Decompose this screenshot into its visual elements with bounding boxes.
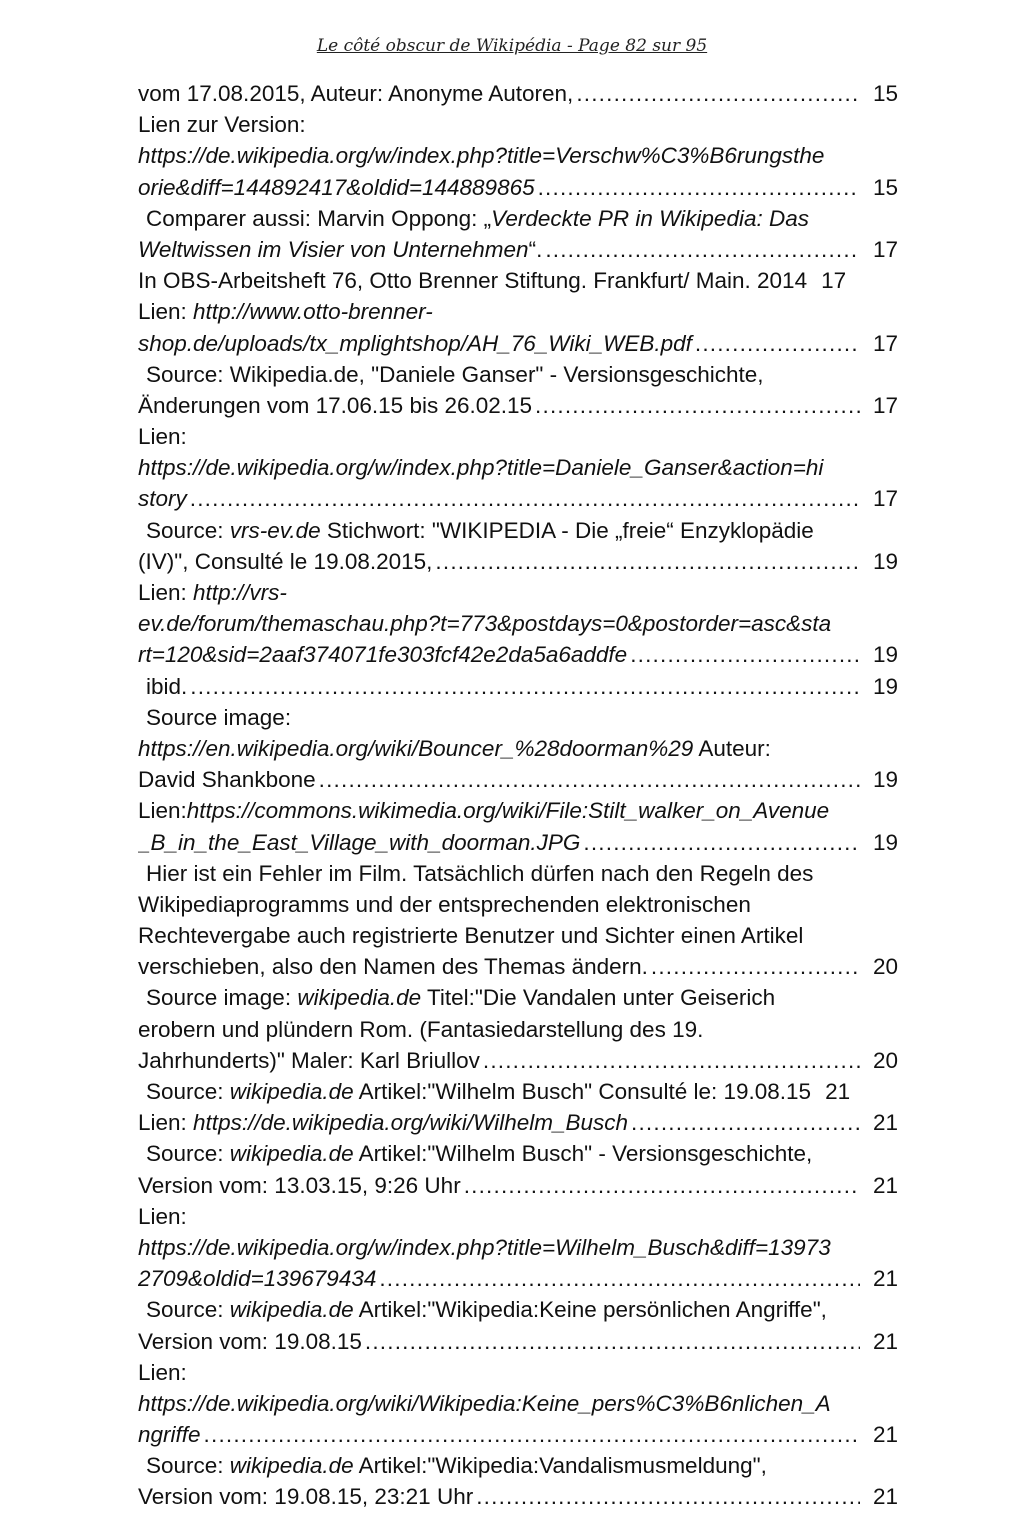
page-number: 15 <box>872 81 898 106</box>
link-text: wikipedia.de <box>229 1297 354 1323</box>
toc-line <box>138 1014 898 1045</box>
toc-line <box>138 172 898 203</box>
toc-entry-text <box>138 359 764 390</box>
link-text: wikipedia.de <box>229 1141 354 1167</box>
dot-leader <box>583 827 860 858</box>
dot-leader <box>435 546 860 577</box>
link-text: https://de.wikipedia.org/w/index.php?title=Wilhelm_Busch&diff=13973 <box>138 1234 831 1260</box>
dot-leader <box>630 639 860 670</box>
toc-line <box>138 359 898 390</box>
page-number: 17 <box>872 330 898 356</box>
link-text: ev.de/forum/themaschau.php?t=773&postdays=0&postorder=asc&sta <box>138 611 832 637</box>
page-number: 21 <box>872 1422 898 1448</box>
dot-leader <box>631 1107 860 1138</box>
toc-line <box>138 296 898 327</box>
toc-entry-text <box>138 858 813 889</box>
toc-entry-text <box>138 296 433 327</box>
page-number: 21 <box>872 1328 898 1354</box>
toc-entry-text <box>138 328 692 359</box>
entry-text: Lien: <box>138 299 194 325</box>
toc-entry-text <box>138 1170 461 1201</box>
entry-text: “. <box>528 236 543 262</box>
toc-line <box>138 546 898 577</box>
entry-text: Lien: <box>138 1203 187 1229</box>
toc-entry-text <box>138 1138 812 1169</box>
link-text: https://en.wikipedia.org/wiki/Bouncer_%28doorman%29 <box>138 735 694 761</box>
link-text: http://vrs- <box>193 580 287 605</box>
toc-entry-text <box>138 1232 831 1263</box>
toc-entry-text <box>138 795 829 826</box>
toc-line <box>138 1294 898 1325</box>
entry-text: Source: <box>146 1141 230 1167</box>
link-text: Weltwissen im Visier von Unternehmen <box>138 236 529 262</box>
page-number: 17 <box>872 392 898 418</box>
table-of-figures <box>138 78 898 1513</box>
toc-entry-text <box>138 1294 827 1325</box>
page-number: 19 <box>872 642 898 668</box>
entry-text: Wikipediaprogramms und der entsprechenden elektronischen <box>138 891 751 917</box>
toc-entry-text <box>138 234 542 265</box>
toc-line <box>138 515 898 546</box>
dot-leader <box>535 390 860 421</box>
entry-text: Artikel:"Wikipedia:Keine persönlichen Angriffe", <box>353 1297 827 1323</box>
toc-entry-text <box>138 671 187 702</box>
dot-leader <box>576 78 860 109</box>
toc-entry-text <box>138 1263 376 1294</box>
dot-leader <box>545 234 860 265</box>
link-text: story <box>138 486 187 512</box>
toc-entry-text <box>138 203 809 234</box>
toc-entry-text <box>138 1481 473 1512</box>
entry-text: Version vom: 13.03.15, 9:26 Uhr <box>138 1172 461 1198</box>
toc-line <box>138 452 898 483</box>
dot-leader <box>190 671 860 702</box>
toc-entry-text <box>138 515 814 546</box>
page-number: 21 <box>872 1266 898 1292</box>
entry-text: Source: <box>146 1079 230 1104</box>
toc-line <box>138 203 898 234</box>
toc-line <box>138 608 898 639</box>
link-text: ngriffe <box>138 1422 201 1448</box>
toc-line <box>138 795 898 826</box>
toc-entry-text <box>138 1201 187 1232</box>
toc-entry-text <box>138 452 823 483</box>
toc-line <box>138 764 898 795</box>
toc-line <box>138 702 898 733</box>
toc-entry-text <box>138 1357 187 1388</box>
link-text: wikipedia.de <box>229 1079 354 1104</box>
toc-line <box>138 577 898 608</box>
toc-line <box>138 1419 898 1450</box>
entry-text: erobern und plündern Rom. (Fantasiedarstellung des 19. <box>138 1016 704 1042</box>
entry-text: Lien: <box>138 580 194 605</box>
toc-entry-text <box>138 140 824 171</box>
entry-text: Source image: <box>146 985 298 1011</box>
toc-line <box>138 889 898 920</box>
toc-entry-text <box>138 1107 628 1138</box>
dot-leader <box>365 1326 860 1357</box>
toc-line <box>138 858 898 889</box>
page-number: 21 <box>872 1172 898 1198</box>
entry-text: Comparer aussi: Marvin Oppong: „ <box>146 205 492 231</box>
toc-entry-text <box>138 889 751 920</box>
toc-entry-text <box>138 1326 362 1357</box>
entry-text: Artikel:"Wilhelm Busch" - Versionsgeschichte, <box>353 1141 813 1167</box>
toc-line <box>138 982 898 1013</box>
toc-line <box>138 328 898 359</box>
link-text: rt=120&sid=2aaf374071fe303fcf42e2da5a6addfe <box>138 642 628 668</box>
toc-entry-text <box>138 546 432 577</box>
entry-text: Source image: <box>146 704 292 730</box>
page-number: 19 <box>872 548 898 574</box>
page-number: 21 <box>872 1484 898 1510</box>
toc-line <box>138 1326 898 1357</box>
toc-line <box>138 1138 898 1169</box>
toc-entry-text <box>138 78 573 109</box>
toc-line <box>138 1263 898 1294</box>
toc-entry-text <box>138 390 532 421</box>
entry-text: Version vom: 19.08.15 <box>138 1328 362 1354</box>
entry-text: Lien: <box>138 424 187 450</box>
toc-entry-text <box>138 920 803 951</box>
page-number: 20 <box>872 954 898 980</box>
page-number: 19 <box>872 829 898 855</box>
link-text: https://commons.wikimedia.org/wiki/File:Stilt_walker_on_Avenue <box>186 798 830 824</box>
toc-line <box>138 951 898 982</box>
toc-line <box>138 1045 898 1076</box>
toc-entry-text <box>138 421 187 452</box>
toc-line <box>138 1357 898 1388</box>
page-number: 20 <box>872 1047 898 1073</box>
dot-leader <box>204 1419 860 1450</box>
toc-line <box>138 1481 898 1512</box>
link-text: orie&diff=144892417&oldid=144889865 <box>138 174 535 200</box>
entry-text: Version vom: 19.08.15, 23:21 Uhr <box>138 1484 474 1510</box>
dot-leader <box>319 764 860 795</box>
page-number: 19 <box>872 767 898 793</box>
page-number: 19 <box>872 673 898 699</box>
link-text: https://de.wikipedia.org/w/index.php?title=Daniele_Ganser&action=hi <box>138 455 824 481</box>
toc-entry-text <box>138 172 535 203</box>
toc-entry-text <box>138 951 648 982</box>
entry-text: In OBS-Arbeitsheft 76, Otto Brenner Stiftung. Frankfurt/ Main. 2014 <box>138 268 808 294</box>
header-title: Le côté obscur de Wikipédia - Page 82 sur 95 <box>316 36 708 56</box>
toc-entry-text <box>138 1388 831 1419</box>
toc-line <box>138 1170 898 1201</box>
entry-text: Lien: <box>138 1359 187 1385</box>
toc-entry-text <box>138 764 316 795</box>
toc-entry-text <box>138 109 306 140</box>
toc-line <box>138 234 898 265</box>
link-text: _B_in_the_East_Village_with_doorman.JPG <box>138 829 581 855</box>
toc-line <box>138 827 898 858</box>
entry-text: Jahrhunderts)" Maler: Karl Briullov <box>138 1047 480 1073</box>
toc-entry-text <box>138 608 831 639</box>
link-text: Verdeckte PR in Wikipedia: Das <box>491 205 809 231</box>
toc-line <box>138 1201 898 1232</box>
toc-entry-text <box>138 1450 767 1481</box>
link-text: https://de.wikipedia.org/w/index.php?title=Verschw%C3%B6rungsthe <box>138 143 825 169</box>
page-number: 21 <box>825 1079 851 1104</box>
toc-entry-text <box>138 733 771 764</box>
toc-entry-text <box>138 1419 201 1450</box>
toc-entry-text <box>138 265 807 296</box>
entry-text: vom 17.08.2015, Auteur: Anonyme Autoren, <box>138 81 574 106</box>
link-text: wikipedia.de <box>229 1453 354 1479</box>
entry-text: Source: <box>146 517 230 543</box>
page-number: 21 <box>872 1110 898 1136</box>
dot-leader <box>483 1045 860 1076</box>
link-text: shop.de/uploads/tx_mplightshop/AH_76_Wiki_WEB.pdf <box>138 330 692 356</box>
entry-text: Source: <box>146 1297 230 1323</box>
page-number: 15 <box>872 174 898 200</box>
toc-line <box>138 1388 898 1419</box>
toc-line <box>138 421 898 452</box>
link-text: https://de.wikipedia.org/wiki/Wilhelm_Busch <box>193 1110 629 1136</box>
toc-line <box>138 109 898 140</box>
entry-text: Rechtevergabe auch registrierte Benutzer und Sichter einen Artikel <box>138 923 804 949</box>
entry-text: ibid. <box>146 673 188 699</box>
entry-text: Lien: <box>138 798 187 824</box>
toc-line <box>138 1232 898 1263</box>
toc-line <box>138 140 898 171</box>
entry-text: (IV)", Consulté le 19.08.2015, <box>138 548 433 574</box>
link-text: vrs-ev.de <box>229 517 321 543</box>
toc-line <box>138 733 898 764</box>
toc-line <box>138 639 898 670</box>
page-number: 17 <box>872 236 898 262</box>
entry-text: Titel:"Die Vandalen unter Geiserich <box>421 985 776 1011</box>
toc-entry-text <box>138 1076 811 1107</box>
toc-line <box>138 483 898 514</box>
entry-text: Lien: <box>138 1110 194 1136</box>
toc-line <box>138 390 898 421</box>
toc-line <box>138 920 898 951</box>
link-text: wikipedia.de <box>297 985 422 1011</box>
toc-line <box>138 1450 898 1481</box>
entry-text: Source: Wikipedia.de, "Daniele Ganser" - Versionsgeschichte, <box>146 361 764 387</box>
link-text: https://de.wikipedia.org/wiki/Wikipedia:Keine_pers%C3%B6nlichen_A <box>138 1390 831 1416</box>
entry-text: Stichwort: "WIKIPEDIA - Die „freie“ Enzyklopädie <box>320 517 814 543</box>
link-text: http://www.otto-brenner- <box>193 299 433 325</box>
entry-text: Source: <box>146 1453 230 1479</box>
entry-text: Artikel:"Wikipedia:Vandalismusmeldung", <box>353 1453 767 1479</box>
toc-line <box>138 1107 898 1138</box>
toc-line <box>138 78 898 109</box>
toc-line <box>138 671 898 702</box>
entry-text: Auteur: <box>693 735 771 761</box>
page-header <box>0 36 1024 56</box>
dot-leader <box>379 1263 860 1294</box>
toc-entry-text <box>138 982 775 1013</box>
toc-entry-text <box>138 639 627 670</box>
dot-leader <box>651 951 860 982</box>
toc-line <box>138 1076 898 1107</box>
entry-text: Hier ist ein Fehler im Film. Tatsächlich dürfen nach den Regeln des <box>146 860 814 886</box>
dot-leader <box>695 328 860 359</box>
page-number: 17 <box>821 268 847 294</box>
toc-entry-text <box>138 1014 703 1045</box>
toc-entry-text <box>138 483 187 514</box>
toc-entry-text <box>138 827 580 858</box>
entry-text: Lien zur Version: <box>138 112 306 138</box>
entry-text: David Shankbone <box>138 767 316 793</box>
toc-entry-text <box>138 1045 480 1076</box>
entry-text: Änderungen vom 17.06.15 bis 26.02.15 <box>138 392 533 418</box>
toc-line <box>138 265 898 296</box>
entry-text: Artikel:"Wilhelm Busch" Consulté le: 19.08.15 <box>353 1079 812 1104</box>
toc-entry-text <box>138 577 287 608</box>
dot-leader <box>538 172 860 203</box>
entry-text: verschieben, also den Namen des Themas ändern. <box>138 954 648 980</box>
page-number: 17 <box>872 486 898 512</box>
dot-leader <box>190 483 860 514</box>
dot-leader <box>476 1481 860 1512</box>
dot-leader <box>464 1170 860 1201</box>
toc-entry-text <box>138 702 291 733</box>
link-text: 2709&oldid=139679434 <box>138 1266 377 1292</box>
